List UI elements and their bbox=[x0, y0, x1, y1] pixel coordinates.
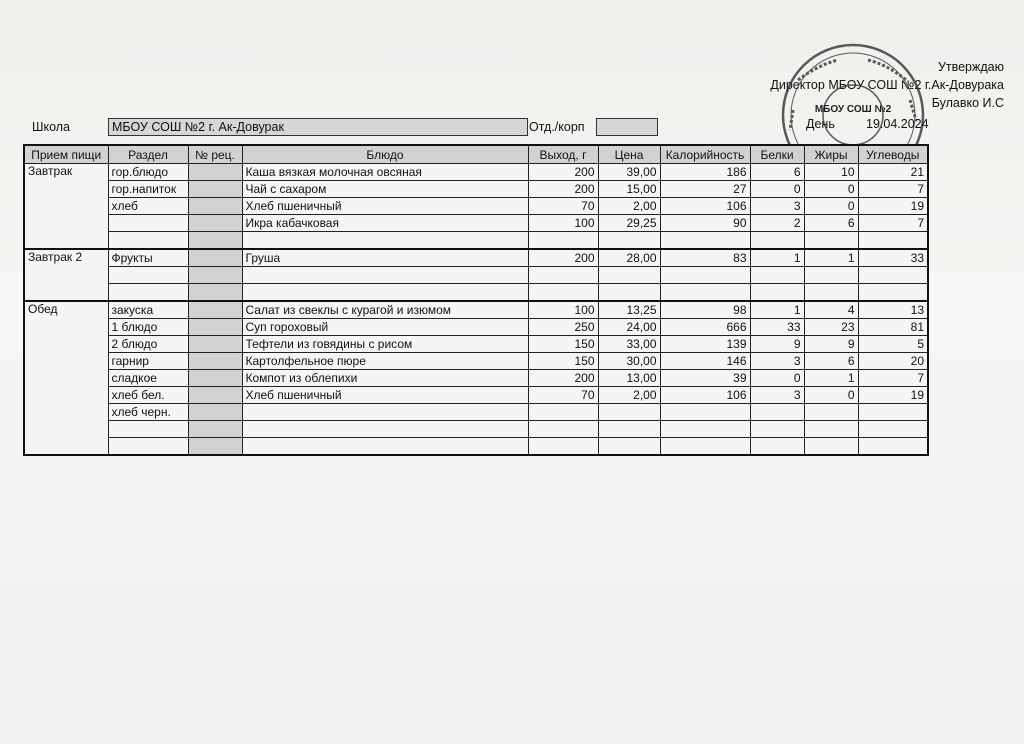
meal-name-cell: Завтрак 2 bbox=[24, 249, 108, 301]
cell-rec bbox=[188, 370, 242, 387]
cell-out: 100 bbox=[528, 301, 598, 319]
cell-prot: 33 bbox=[750, 319, 804, 336]
cell-out bbox=[528, 421, 598, 438]
cell-rec bbox=[188, 215, 242, 232]
cell-carb: 20 bbox=[858, 353, 928, 370]
cell-prot bbox=[750, 267, 804, 284]
cell-out bbox=[528, 232, 598, 250]
approval-signatory: Булавко И.С bbox=[931, 96, 1004, 110]
column-header: Прием пищи bbox=[24, 145, 108, 164]
cell-fat bbox=[804, 404, 858, 421]
cell-fat bbox=[804, 232, 858, 250]
cell-section: закуска bbox=[108, 301, 188, 319]
cell-fat bbox=[804, 267, 858, 284]
cell-prot bbox=[750, 232, 804, 250]
cell-price bbox=[598, 438, 660, 456]
column-header: Блюдо bbox=[242, 145, 528, 164]
table-row bbox=[24, 370, 928, 387]
cell-out: 200 bbox=[528, 164, 598, 181]
cell-section: хлеб bbox=[108, 198, 188, 215]
cell-kcal bbox=[660, 232, 750, 250]
cell-section: гор.напиток bbox=[108, 181, 188, 198]
cell-section bbox=[108, 232, 188, 250]
cell-rec bbox=[188, 319, 242, 336]
cell-kcal: 666 bbox=[660, 319, 750, 336]
cell-carb bbox=[858, 284, 928, 302]
cell-prot: 2 bbox=[750, 215, 804, 232]
table-row bbox=[24, 284, 928, 302]
cell-rec bbox=[188, 353, 242, 370]
table-row bbox=[24, 404, 928, 421]
cell-out: 150 bbox=[528, 336, 598, 353]
cell-price: 33,00 bbox=[598, 336, 660, 353]
cell-kcal bbox=[660, 267, 750, 284]
cell-carb: 7 bbox=[858, 181, 928, 198]
cell-dish bbox=[242, 404, 528, 421]
cell-carb bbox=[858, 438, 928, 456]
cell-kcal: 90 bbox=[660, 215, 750, 232]
cell-price bbox=[598, 421, 660, 438]
cell-kcal: 98 bbox=[660, 301, 750, 319]
table-row bbox=[24, 438, 928, 456]
cell-prot bbox=[750, 284, 804, 302]
cell-carb bbox=[858, 404, 928, 421]
table-row bbox=[24, 232, 928, 250]
cell-prot bbox=[750, 438, 804, 456]
cell-rec bbox=[188, 249, 242, 267]
cell-price bbox=[598, 404, 660, 421]
cell-carb: 19 bbox=[858, 198, 928, 215]
cell-dish bbox=[242, 421, 528, 438]
cell-prot: 1 bbox=[750, 249, 804, 267]
cell-dish bbox=[242, 284, 528, 302]
cell-out: 100 bbox=[528, 215, 598, 232]
cell-fat: 1 bbox=[804, 370, 858, 387]
cell-carb: 33 bbox=[858, 249, 928, 267]
cell-kcal: 139 bbox=[660, 336, 750, 353]
table-row bbox=[24, 164, 928, 181]
cell-rec bbox=[188, 284, 242, 302]
cell-kcal: 106 bbox=[660, 198, 750, 215]
cell-rec bbox=[188, 181, 242, 198]
school-name-field bbox=[108, 118, 528, 136]
cell-out: 200 bbox=[528, 370, 598, 387]
cell-fat bbox=[804, 421, 858, 438]
cell-carb: 19 bbox=[858, 387, 928, 404]
cell-rec bbox=[188, 164, 242, 181]
cell-out: 70 bbox=[528, 387, 598, 404]
cell-dish: Салат из свеклы с курагой и изюмом bbox=[242, 301, 528, 319]
table-header-row bbox=[24, 145, 928, 164]
cell-prot: 3 bbox=[750, 198, 804, 215]
cell-fat: 0 bbox=[804, 198, 858, 215]
cell-price: 30,00 bbox=[598, 353, 660, 370]
cell-kcal: 27 bbox=[660, 181, 750, 198]
cell-kcal: 39 bbox=[660, 370, 750, 387]
cell-kcal bbox=[660, 421, 750, 438]
column-header: Раздел bbox=[108, 145, 188, 164]
table-row bbox=[24, 387, 928, 404]
table-row bbox=[24, 181, 928, 198]
column-header: № рец. bbox=[188, 145, 242, 164]
cell-fat: 9 bbox=[804, 336, 858, 353]
school-name: МБОУ СОШ №2 г. Ак-Довурак bbox=[112, 120, 284, 134]
cell-section bbox=[108, 267, 188, 284]
cell-rec bbox=[188, 232, 242, 250]
cell-kcal: 146 bbox=[660, 353, 750, 370]
cell-prot: 0 bbox=[750, 370, 804, 387]
table-row bbox=[24, 421, 928, 438]
cell-kcal bbox=[660, 284, 750, 302]
cell-fat: 1 bbox=[804, 249, 858, 267]
cell-rec bbox=[188, 404, 242, 421]
cell-dish: Хлеб пшеничный bbox=[242, 387, 528, 404]
dept-field bbox=[596, 118, 658, 136]
approval-title: Утверждаю bbox=[937, 60, 1004, 74]
cell-rec bbox=[188, 301, 242, 319]
cell-price: 29,25 bbox=[598, 215, 660, 232]
cell-out bbox=[528, 284, 598, 302]
cell-price: 13,25 bbox=[598, 301, 660, 319]
cell-dish: Каша вязкая молочная овсяная bbox=[242, 164, 528, 181]
cell-carb: 5 bbox=[858, 336, 928, 353]
cell-price bbox=[598, 284, 660, 302]
cell-carb: 7 bbox=[858, 215, 928, 232]
table-row bbox=[24, 267, 928, 284]
cell-dish bbox=[242, 267, 528, 284]
cell-out: 250 bbox=[528, 319, 598, 336]
cell-dish: Груша bbox=[242, 249, 528, 267]
cell-rec bbox=[188, 387, 242, 404]
menu-table bbox=[23, 144, 929, 456]
table-row bbox=[24, 353, 928, 370]
cell-dish: Чай с сахаром bbox=[242, 181, 528, 198]
cell-section: 1 блюдо bbox=[108, 319, 188, 336]
cell-carb: 13 bbox=[858, 301, 928, 319]
stamp-label: МБОУ СОШ №2 bbox=[814, 104, 892, 115]
cell-prot: 3 bbox=[750, 387, 804, 404]
cell-kcal: 186 bbox=[660, 164, 750, 181]
cell-kcal: 106 bbox=[660, 387, 750, 404]
cell-fat bbox=[804, 284, 858, 302]
meal-name-cell: Завтрак bbox=[24, 164, 108, 250]
cell-section bbox=[108, 438, 188, 456]
table-row bbox=[24, 319, 928, 336]
day-value: 19.04.2024 bbox=[866, 117, 929, 131]
cell-carb bbox=[858, 232, 928, 250]
school-label: Школа bbox=[32, 120, 70, 134]
cell-price: 15,00 bbox=[598, 181, 660, 198]
cell-fat bbox=[804, 438, 858, 456]
cell-fat: 0 bbox=[804, 387, 858, 404]
cell-dish: Суп гороховый bbox=[242, 319, 528, 336]
school-info-row bbox=[32, 118, 672, 136]
column-header: Углеводы bbox=[858, 145, 928, 164]
cell-rec bbox=[188, 336, 242, 353]
cell-carb bbox=[858, 267, 928, 284]
cell-price: 13,00 bbox=[598, 370, 660, 387]
cell-section: гарнир bbox=[108, 353, 188, 370]
cell-prot: 3 bbox=[750, 353, 804, 370]
cell-out: 70 bbox=[528, 198, 598, 215]
cell-section bbox=[108, 421, 188, 438]
day-field bbox=[806, 117, 929, 131]
table-row bbox=[24, 301, 928, 319]
meal-name-cell: Обед bbox=[24, 301, 108, 455]
cell-section: хлеб черн. bbox=[108, 404, 188, 421]
column-header: Жиры bbox=[804, 145, 858, 164]
cell-out: 200 bbox=[528, 181, 598, 198]
cell-carb: 21 bbox=[858, 164, 928, 181]
cell-out bbox=[528, 404, 598, 421]
cell-section: гор.блюдо bbox=[108, 164, 188, 181]
cell-out bbox=[528, 267, 598, 284]
cell-prot: 1 bbox=[750, 301, 804, 319]
cell-carb: 81 bbox=[858, 319, 928, 336]
cell-section: Фрукты bbox=[108, 249, 188, 267]
column-header: Белки bbox=[750, 145, 804, 164]
table-row bbox=[24, 336, 928, 353]
cell-price: 28,00 bbox=[598, 249, 660, 267]
cell-carb: 7 bbox=[858, 370, 928, 387]
cell-dish bbox=[242, 438, 528, 456]
cell-fat: 10 bbox=[804, 164, 858, 181]
cell-fat: 4 bbox=[804, 301, 858, 319]
cell-dish: Картолфельное пюре bbox=[242, 353, 528, 370]
cell-fat: 6 bbox=[804, 215, 858, 232]
cell-prot: 9 bbox=[750, 336, 804, 353]
cell-prot bbox=[750, 421, 804, 438]
cell-fat: 6 bbox=[804, 353, 858, 370]
table-row bbox=[24, 198, 928, 215]
table-row bbox=[24, 215, 928, 232]
cell-prot: 6 bbox=[750, 164, 804, 181]
cell-price bbox=[598, 267, 660, 284]
cell-rec bbox=[188, 198, 242, 215]
cell-dish bbox=[242, 232, 528, 250]
cell-price: 2,00 bbox=[598, 198, 660, 215]
column-header: Выход, г bbox=[528, 145, 598, 164]
cell-section: сладкое bbox=[108, 370, 188, 387]
cell-price: 2,00 bbox=[598, 387, 660, 404]
column-header: Калорийность bbox=[660, 145, 750, 164]
cell-section: хлеб бел. bbox=[108, 387, 188, 404]
cell-dish: Тефтели из говядины с рисом bbox=[242, 336, 528, 353]
cell-out: 150 bbox=[528, 353, 598, 370]
cell-dish: Икра кабачковая bbox=[242, 215, 528, 232]
cell-section: 2 блюдо bbox=[108, 336, 188, 353]
cell-kcal: 83 bbox=[660, 249, 750, 267]
column-header: Цена bbox=[598, 145, 660, 164]
cell-fat: 23 bbox=[804, 319, 858, 336]
cell-dish: Хлеб пшеничный bbox=[242, 198, 528, 215]
cell-price: 39,00 bbox=[598, 164, 660, 181]
approval-position: Директор МБОУ СОШ №2 г.Ак-Довурака bbox=[770, 78, 1004, 92]
cell-prot: 0 bbox=[750, 181, 804, 198]
cell-price bbox=[598, 232, 660, 250]
cell-prot bbox=[750, 404, 804, 421]
cell-rec bbox=[188, 438, 242, 456]
cell-price: 24,00 bbox=[598, 319, 660, 336]
cell-rec bbox=[188, 421, 242, 438]
cell-rec bbox=[188, 267, 242, 284]
cell-dish: Компот из облепихи bbox=[242, 370, 528, 387]
cell-section bbox=[108, 284, 188, 302]
day-label: День bbox=[806, 117, 835, 131]
dept-label: Отд./корп bbox=[529, 120, 585, 134]
cell-kcal bbox=[660, 404, 750, 421]
table-row bbox=[24, 249, 928, 267]
cell-out bbox=[528, 438, 598, 456]
cell-kcal bbox=[660, 438, 750, 456]
cell-out: 200 bbox=[528, 249, 598, 267]
cell-section bbox=[108, 215, 188, 232]
cell-fat: 0 bbox=[804, 181, 858, 198]
cell-carb bbox=[858, 421, 928, 438]
